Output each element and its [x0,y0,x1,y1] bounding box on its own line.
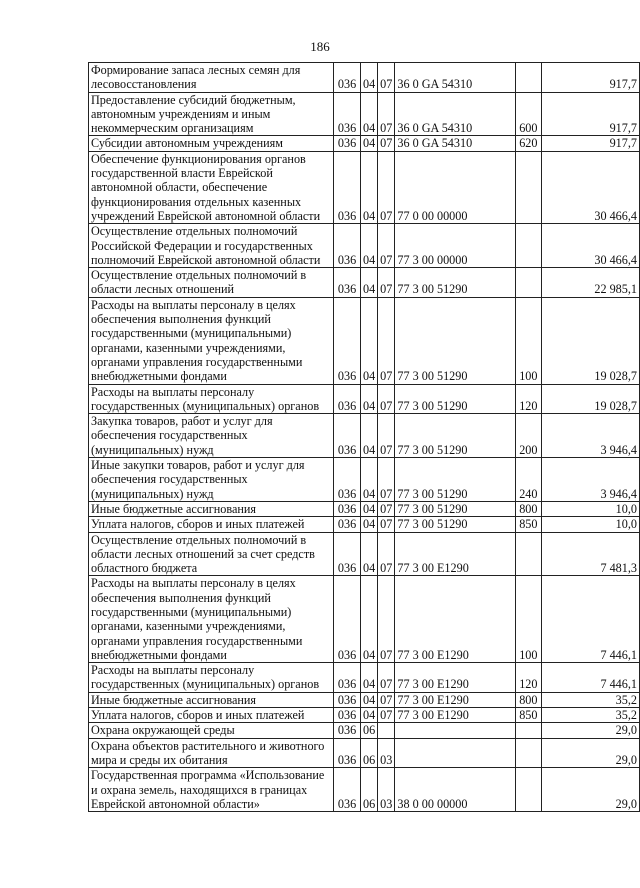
row-admin-code: 036 [334,517,361,532]
row-amount: 29,0 [541,768,639,812]
row-amount: 29,0 [541,738,639,768]
row-subsection-code: 03 [378,738,395,768]
row-admin-code: 036 [334,723,361,738]
row-section-code: 04 [360,297,377,384]
row-admin-code: 036 [334,297,361,384]
row-subsection-code: 07 [378,224,395,268]
row-amount: 30 466,4 [541,224,639,268]
row-admin-code: 036 [334,768,361,812]
row-subsection-code: 07 [378,414,395,458]
row-target-code: 36 0 GA 54310 [395,136,516,151]
row-name: Уплата налогов, сборов и иных платежей [89,708,334,723]
row-name: Охрана окружающей среды [89,723,334,738]
row-subsection-code: 07 [378,501,395,516]
row-expense-type: 800 [515,692,541,707]
row-name: Осуществление отдельных полномочий в области лесных отношений [89,268,334,298]
row-subsection-code: 07 [378,136,395,151]
row-admin-code: 036 [334,663,361,693]
row-section-code: 04 [360,576,377,663]
row-section-code: 04 [360,692,377,707]
table-row [89,384,640,414]
row-name: Расходы на выплаты персоналу государственных (муниципальных) органов [89,663,334,693]
table-row [89,501,640,516]
row-name: Иные бюджетные ассигнования [89,692,334,707]
row-admin-code: 036 [334,136,361,151]
table-row [89,224,640,268]
table-row [89,297,640,384]
row-subsection-code: 07 [378,151,395,223]
row-expense-type: 120 [515,384,541,414]
row-name: Осуществление отдельных полномочий Российской Федерации и государственных полномочий Еврейской автономной области [89,224,334,268]
row-section-code: 04 [360,708,377,723]
row-section-code: 04 [360,663,377,693]
row-expense-type [515,768,541,812]
row-amount: 19 028,7 [541,384,639,414]
table-row [89,151,640,223]
row-expense-type: 100 [515,576,541,663]
row-expense-type: 620 [515,136,541,151]
row-subsection-code: 03 [378,768,395,812]
row-expense-type: 850 [515,708,541,723]
table-row [89,532,640,576]
row-subsection-code: 07 [378,384,395,414]
row-section-code: 06 [360,723,377,738]
row-amount: 10,0 [541,517,639,532]
row-name: Уплата налогов, сборов и иных платежей [89,517,334,532]
row-target-code: 77 3 00 51290 [395,414,516,458]
table-row [89,517,640,532]
page-number: 186 [310,39,330,54]
row-amount: 7 446,1 [541,663,639,693]
row-target-code: 77 3 00 E1290 [395,708,516,723]
row-amount: 917,7 [541,63,639,93]
row-amount: 7 446,1 [541,576,639,663]
row-section-code: 04 [360,517,377,532]
row-subsection-code: 07 [378,63,395,93]
row-subsection-code: 07 [378,663,395,693]
row-target-code: 77 3 00 51290 [395,297,516,384]
row-name: Расходы на выплаты персоналу в целях обеспечения выполнения функций государственными (муниципальными) органами, казенными учреждениями, органами управления государственными внебюджетными фондами [89,297,334,384]
table-row [89,738,640,768]
row-expense-type: 850 [515,517,541,532]
table-row [89,268,640,298]
row-section-code: 04 [360,151,377,223]
table-row [89,768,640,812]
row-target-code: 77 3 00 51290 [395,268,516,298]
row-expense-type: 100 [515,297,541,384]
row-target-code [395,723,516,738]
row-amount: 29,0 [541,723,639,738]
row-admin-code: 036 [334,151,361,223]
row-section-code: 04 [360,136,377,151]
row-target-code: 77 3 00 51290 [395,517,516,532]
row-section-code: 04 [360,532,377,576]
row-admin-code: 036 [334,384,361,414]
row-expense-type [515,63,541,93]
row-amount: 917,7 [541,136,639,151]
row-target-code: 38 0 00 00000 [395,768,516,812]
row-amount: 3 946,4 [541,414,639,458]
row-target-code: 77 0 00 00000 [395,151,516,223]
row-subsection-code: 07 [378,576,395,663]
row-name: Иные закупки товаров, работ и услуг для обеспечения государственных (муниципальных) нужд [89,458,334,502]
row-expense-type [515,268,541,298]
row-amount: 3 946,4 [541,458,639,502]
row-name: Предоставление субсидий бюджетным, автономным учреждениям и иным некоммерческим организациям [89,92,334,136]
row-subsection-code: 07 [378,268,395,298]
row-section-code: 04 [360,458,377,502]
row-amount: 19 028,7 [541,297,639,384]
row-subsection-code: 07 [378,532,395,576]
row-expense-type: 800 [515,501,541,516]
row-name: Иные бюджетные ассигнования [89,501,334,516]
row-target-code: 77 3 00 51290 [395,384,516,414]
row-section-code: 04 [360,384,377,414]
row-target-code: 77 3 00 E1290 [395,692,516,707]
row-name: Закупка товаров, работ и услуг для обеспечения государственных (муниципальных) нужд [89,414,334,458]
budget-table [88,62,640,812]
row-section-code: 06 [360,768,377,812]
row-name: Расходы на выплаты персоналу государственных (муниципальных) органов [89,384,334,414]
table-row [89,458,640,502]
budget-table-body [89,63,640,812]
row-expense-type [515,532,541,576]
row-subsection-code [378,723,395,738]
row-target-code: 77 3 00 51290 [395,458,516,502]
row-expense-type: 200 [515,414,541,458]
row-admin-code: 036 [334,738,361,768]
row-target-code: 77 3 00 00000 [395,224,516,268]
table-row [89,576,640,663]
row-expense-type [515,723,541,738]
row-amount: 30 466,4 [541,151,639,223]
row-admin-code: 036 [334,414,361,458]
row-admin-code: 036 [334,692,361,707]
row-amount: 7 481,3 [541,532,639,576]
row-subsection-code: 07 [378,92,395,136]
row-amount: 35,2 [541,708,639,723]
row-section-code: 04 [360,268,377,298]
row-admin-code: 036 [334,501,361,516]
row-name: Охрана объектов растительного и животного мира и среды их обитания [89,738,334,768]
row-subsection-code: 07 [378,708,395,723]
row-expense-type: 240 [515,458,541,502]
row-name: Осуществление отдельных полномочий в области лесных отношений за счет средств областного бюджета [89,532,334,576]
row-target-code: 77 3 00 E1290 [395,532,516,576]
row-target-code: 36 0 GA 54310 [395,63,516,93]
row-name: Обеспечение функционирования органов государственной власти Еврейской автономной области, обеспечение функционирования отдельных казенных учреждений Еврейской автономной области [89,151,334,223]
row-amount: 35,2 [541,692,639,707]
row-target-code [395,738,516,768]
table-row [89,708,640,723]
row-target-code: 77 3 00 E1290 [395,663,516,693]
row-amount: 917,7 [541,92,639,136]
row-section-code: 04 [360,63,377,93]
row-section-code: 06 [360,738,377,768]
row-name: Государственная программа «Использование и охрана земель, находящихся в границах Еврейской автономной области» [89,768,334,812]
table-row [89,723,640,738]
row-subsection-code: 07 [378,297,395,384]
row-name: Формирование запаса лесных семян для лесовосстановления [89,63,334,93]
row-expense-type [515,224,541,268]
row-expense-type: 600 [515,92,541,136]
table-row [89,136,640,151]
row-admin-code: 036 [334,268,361,298]
row-subsection-code: 07 [378,458,395,502]
row-admin-code: 036 [334,532,361,576]
row-amount: 22 985,1 [541,268,639,298]
row-admin-code: 036 [334,576,361,663]
row-section-code: 04 [360,414,377,458]
table-row [89,92,640,136]
row-expense-type [515,151,541,223]
table-row [89,692,640,707]
table-row [89,414,640,458]
row-admin-code: 036 [334,92,361,136]
row-name: Расходы на выплаты персоналу в целях обеспечения выполнения функций государственными (муниципальными) органами, казенными учреждениями, органами управления государственными внебюджетными фондами [89,576,334,663]
table-row [89,663,640,693]
row-admin-code: 036 [334,458,361,502]
row-target-code: 36 0 GA 54310 [395,92,516,136]
row-admin-code: 036 [334,708,361,723]
row-section-code: 04 [360,224,377,268]
row-target-code: 77 3 00 51290 [395,501,516,516]
row-target-code: 77 3 00 E1290 [395,576,516,663]
row-admin-code: 036 [334,63,361,93]
row-admin-code: 036 [334,224,361,268]
row-section-code: 04 [360,501,377,516]
row-expense-type [515,738,541,768]
row-subsection-code: 07 [378,692,395,707]
row-name: Субсидии автономным учреждениям [89,136,334,151]
row-amount: 10,0 [541,501,639,516]
table-row [89,63,640,93]
row-subsection-code: 07 [378,517,395,532]
row-expense-type: 120 [515,663,541,693]
row-section-code: 04 [360,92,377,136]
